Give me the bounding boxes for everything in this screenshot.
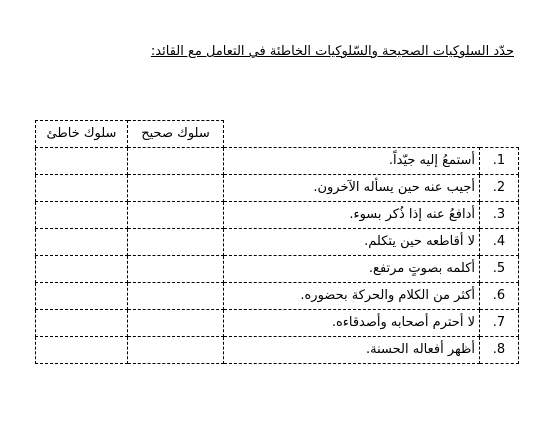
table-row <box>36 229 519 256</box>
wrong-behavior-cell[interactable] <box>36 256 128 283</box>
statement-number: .7 <box>480 310 519 337</box>
table-row <box>36 202 519 229</box>
right-behavior-cell[interactable] <box>128 175 224 202</box>
header-wrong-behavior: سلوك خاطئ <box>36 121 128 148</box>
wrong-behavior-cell[interactable] <box>36 202 128 229</box>
wrong-behavior-cell[interactable] <box>36 283 128 310</box>
right-behavior-cell[interactable] <box>128 202 224 229</box>
statement-text: أكثر من الكلام والحركة بحضوره. <box>224 283 480 310</box>
right-behavior-cell[interactable] <box>128 310 224 337</box>
right-behavior-cell[interactable] <box>128 229 224 256</box>
table-row <box>36 256 519 283</box>
header-blank <box>224 121 480 148</box>
worksheet-title: حدّد السلوكيات الصحيحة والسّلوكيات الخاطئة في التعامل مع القائد: <box>150 44 514 59</box>
statement-number: .8 <box>480 337 519 364</box>
statement-number: .3 <box>480 202 519 229</box>
wrong-behavior-cell[interactable] <box>36 310 128 337</box>
behavior-table <box>35 120 519 364</box>
header-right-behavior: سلوك صحيح <box>128 121 224 148</box>
behavior-table-body <box>36 121 519 364</box>
wrong-behavior-cell[interactable] <box>36 148 128 175</box>
statement-text: أدافعُ عنه إذا ذُكر بسوء. <box>224 202 480 229</box>
table-row <box>36 310 519 337</box>
header-blank <box>480 121 519 148</box>
wrong-behavior-cell[interactable] <box>36 337 128 364</box>
statement-text: لا أقاطعه حين يتكلم. <box>224 229 480 256</box>
statement-text: أجيب عنه حين يسأله الآخرون. <box>224 175 480 202</box>
statement-text: لا أحترم أصحابه وأصدقاءه. <box>224 310 480 337</box>
table-row <box>36 148 519 175</box>
statement-text: أستمعُ إليه جيّداً. <box>224 148 480 175</box>
table-row <box>36 175 519 202</box>
right-behavior-cell[interactable] <box>128 256 224 283</box>
table-row <box>36 337 519 364</box>
statement-number: .4 <box>480 229 519 256</box>
statement-text: أظهر أفعاله الحسنة. <box>224 337 480 364</box>
statement-number: .1 <box>480 148 519 175</box>
statement-number: .5 <box>480 256 519 283</box>
statement-number: .2 <box>480 175 519 202</box>
right-behavior-cell[interactable] <box>128 337 224 364</box>
statement-number: .6 <box>480 283 519 310</box>
wrong-behavior-cell[interactable] <box>36 229 128 256</box>
right-behavior-cell[interactable] <box>128 148 224 175</box>
wrong-behavior-cell[interactable] <box>36 175 128 202</box>
right-behavior-cell[interactable] <box>128 283 224 310</box>
table-row <box>36 283 519 310</box>
table-header-row <box>36 121 519 148</box>
statement-text: أكلمه بصوتٍ مرتفع. <box>224 256 480 283</box>
